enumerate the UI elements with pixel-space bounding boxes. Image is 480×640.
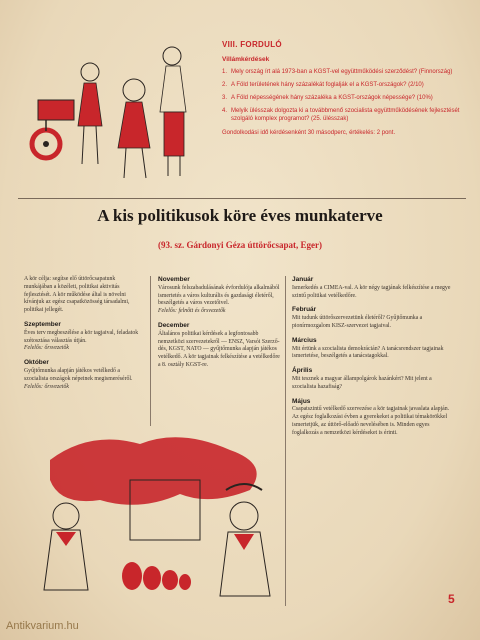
quiz-question <box>222 107 460 123</box>
month-text: Mit tudunk úttörőszervezetünk életéről? Gyűjtőmunka a pionírmozgalom KISZ-szervezet tagjaival. <box>292 315 423 329</box>
machine-drawing <box>32 100 74 158</box>
month-heading: December <box>158 321 190 329</box>
child-right <box>220 484 270 596</box>
month-heading: Szeptember <box>24 320 61 328</box>
quiz-section <box>222 40 460 137</box>
month-text: Mit tesznek a magyar állampolgárok hazánkért? Mit jelent a szocialista hazafiság? <box>292 375 432 390</box>
month-text: Városunk felszabadulásának évfordulója alkalmából ismertetés a város kulturális és gazdasági életéről, beszélgetés a város vezetőivel. <box>158 284 280 307</box>
month-responsible: Felelős: őrsvezetők <box>24 383 69 390</box>
child-left <box>44 503 88 590</box>
article-column-1 <box>24 276 144 391</box>
month-responsible: Felelős: őrsvezetők <box>24 345 69 352</box>
child-figure-right <box>160 47 186 176</box>
month-text: Ismerkedés a CIMEA-val. A kör négy tagjának felkészítése a megye szintű politikai vetélkedőre. <box>292 284 451 299</box>
quiz-question-text: A Föld területének hány százalékát foglalják el a KGST-országok? (2/10) <box>231 82 424 88</box>
month-heading: Január <box>292 276 314 283</box>
quiz-subheading: Villámkérdések <box>222 56 270 63</box>
quiz-question-number: 4. <box>222 108 228 114</box>
month-text: Általános politikai kérdések a legfontosabb nemzetközi szervezetekről — ENSZ, Varsói Szerződés, KGST, NATO — gyűjtőmunka alapján játékos vetélkedő. A kör tagjainak felkészítése a vetélkedőre a 8. osztály KGST-re. <box>158 330 280 368</box>
month-heading: Október <box>24 359 49 367</box>
page-number: 5 <box>448 592 455 606</box>
month-heading: Február <box>292 306 317 314</box>
quiz-question-number: 3. <box>222 95 228 101</box>
red-map-shape <box>50 437 257 505</box>
month-heading: Március <box>292 336 317 344</box>
column-divider <box>150 276 151 426</box>
article-column-3 <box>292 276 452 438</box>
quiz-question-text: Mely ország írt alá 1973-ban a KGST-vel együttműködési szerződést? (Finnország) <box>231 69 453 75</box>
quiz-question <box>222 81 460 89</box>
quiz-question-number: 1. <box>222 69 228 75</box>
child-figure-middle <box>118 79 150 178</box>
quiz-heading: VIII. FORDULÓ <box>222 40 282 49</box>
children-with-map-illustration <box>30 420 292 616</box>
month-text: Gyűjtőmunka alapján játékos vetélkedő a szocialista országok népeinek megismeréséről. <box>24 367 133 382</box>
article-subtitle: (93. sz. Gárdonyi Géza úttörőcsapat, Eger) <box>158 240 322 250</box>
pioneers-illustration <box>22 36 212 186</box>
watermark: Antikvarium.hu <box>6 620 79 632</box>
month-text: Éves terv megbeszélése a kör tagjaival, feladatok szétosztása választás útján. <box>24 329 139 344</box>
quiz-question-text: Melyik ülésszak dolgozta ki a továbbmenő szocialista együttműködésének fejlesztését szolgáló komplex programot? (25. ülésszak) <box>231 108 460 122</box>
quiz-question <box>222 94 460 102</box>
quiz-question-number: 2. <box>222 82 228 88</box>
child-figure-left <box>78 63 102 164</box>
month-heading: Május <box>292 397 311 405</box>
article-intro: A kör célja: segítse elő úttörőcsapatunk munkájában a közéleti, politikai aktivitás fejlesztését. A kör működése által is növelni kívánjuk az egész csapatközösség társadalmi, politikai jellegét. <box>24 276 130 314</box>
month-text: Csapatszintű vetélkedő szervezése a kör tagjainak javaslata alapján. Az egész foglalkozási évben a gyerekeket a politikai témakörökkel ismertetjük, az úttörő-előadó nevelésében is. Minden egyes foglalkozás a nemzetközi kérdéseket is érinti. <box>292 406 450 436</box>
month-heading: November <box>158 276 190 283</box>
quiz-question-text: A Föld népességének hány százaléka a KGST-országok népessége? (10%) <box>231 95 433 101</box>
month-text: Mit értünk a szocialista demokrácián? A tanácsrendszer tagjainak ismertetése, beszélgetés a tanácstagokkal. <box>292 345 444 360</box>
quiz-question <box>222 68 460 76</box>
month-responsible: Felelős: felnőtt és őrsvezetők <box>158 308 226 315</box>
quiz-footer: Gondolkodási idő kérdésenként 30 másodperc, értékelés: 2 pont. <box>222 130 396 136</box>
section-divider <box>18 198 466 199</box>
article-title: A kis politikusok köre éves munkaterve <box>97 206 383 225</box>
matryoshka-dolls <box>122 562 191 590</box>
month-heading: Április <box>292 367 313 375</box>
article-column-2 <box>158 276 280 370</box>
